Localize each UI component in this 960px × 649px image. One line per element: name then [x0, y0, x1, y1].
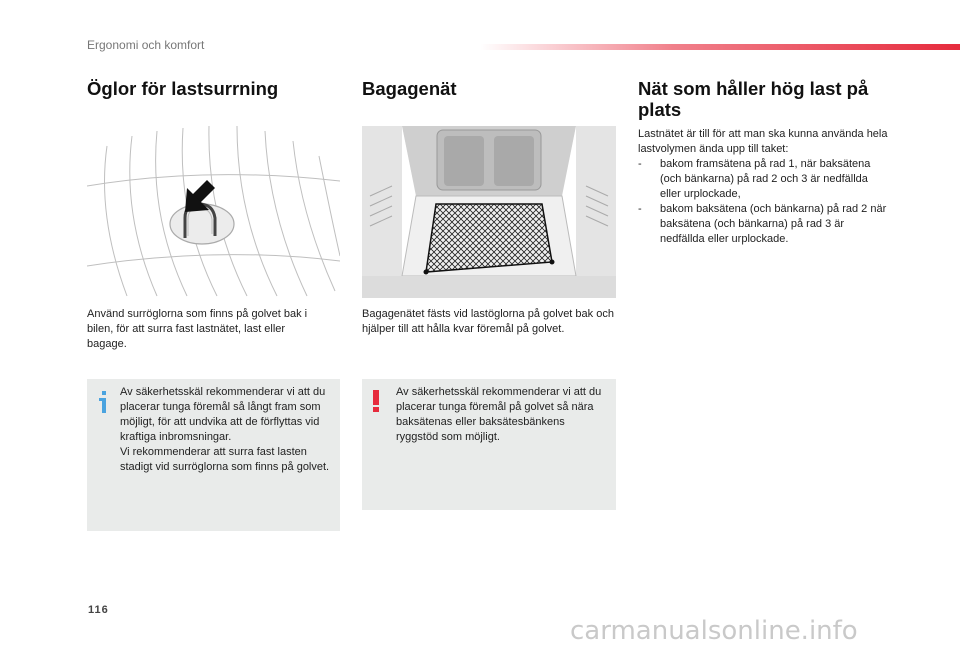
info-note-line1: Av säkerhetsskäl rekommenderar vi att du placerar tunga föremål så långt fram som möjligt, för att undvika att de förflyttas vid kraftiga inbromsningar.: [120, 386, 326, 443]
heading-high-load-net: Nät som håller hög last på plats: [638, 78, 869, 120]
lashing-eyes-body: Använd surröglorna som finns på golvet bak i bilen, för att surra fast lastnätet, last eller bagage.: [87, 308, 308, 350]
warning-note-box: [362, 379, 616, 510]
high-load-net-list: [638, 157, 888, 247]
heading-luggage-net: Bagagenät: [362, 78, 457, 99]
info-note-line2: Vi rekommenderar att surra fast lasten stadigt vid surröglorna som finns på golvet.: [120, 446, 330, 473]
high-load-net-intro: Lastnätet är till för att man ska kunna använda hela lastvolymen ända upp till taket:: [638, 128, 888, 155]
info-icon: [99, 391, 109, 413]
section-title: Ergonomi och komfort: [87, 38, 205, 52]
header-accent-bar: [480, 44, 960, 50]
page-number: 116: [88, 604, 109, 616]
luggage-net-illustration: [362, 126, 616, 298]
high-load-net-text: [638, 127, 888, 247]
list-item: - bakom baksätena (och bänkarna) på rad 2 när baksätena (och bänkarna) på rad 3 är nedfällda eller urplockade.: [638, 202, 888, 247]
warning-icon: [372, 390, 380, 412]
info-note-box: [87, 379, 340, 531]
luggage-net-body: Bagagenätet fästs vid lastöglorna på golvet bak och hjälper till att hålla kvar föremål på golvet.: [362, 308, 614, 335]
list-item: - bakom framsätena på rad 1, när baksätena (och bänkarna) på rad 2 och 3 är nedfällda eller urplockade,: [638, 157, 888, 202]
warning-note-text: Av säkerhetsskäl rekommenderar vi att du placerar tunga föremål på golvet så nära baksätenas eller baksätesbänkens ryggstöd som möjligt.: [396, 386, 602, 443]
heading-lashing-eyes: Öglor för lastsurrning: [87, 78, 279, 99]
watermark: carmanualsonline.info: [570, 616, 858, 646]
lashing-eye-illustration: [87, 126, 340, 298]
